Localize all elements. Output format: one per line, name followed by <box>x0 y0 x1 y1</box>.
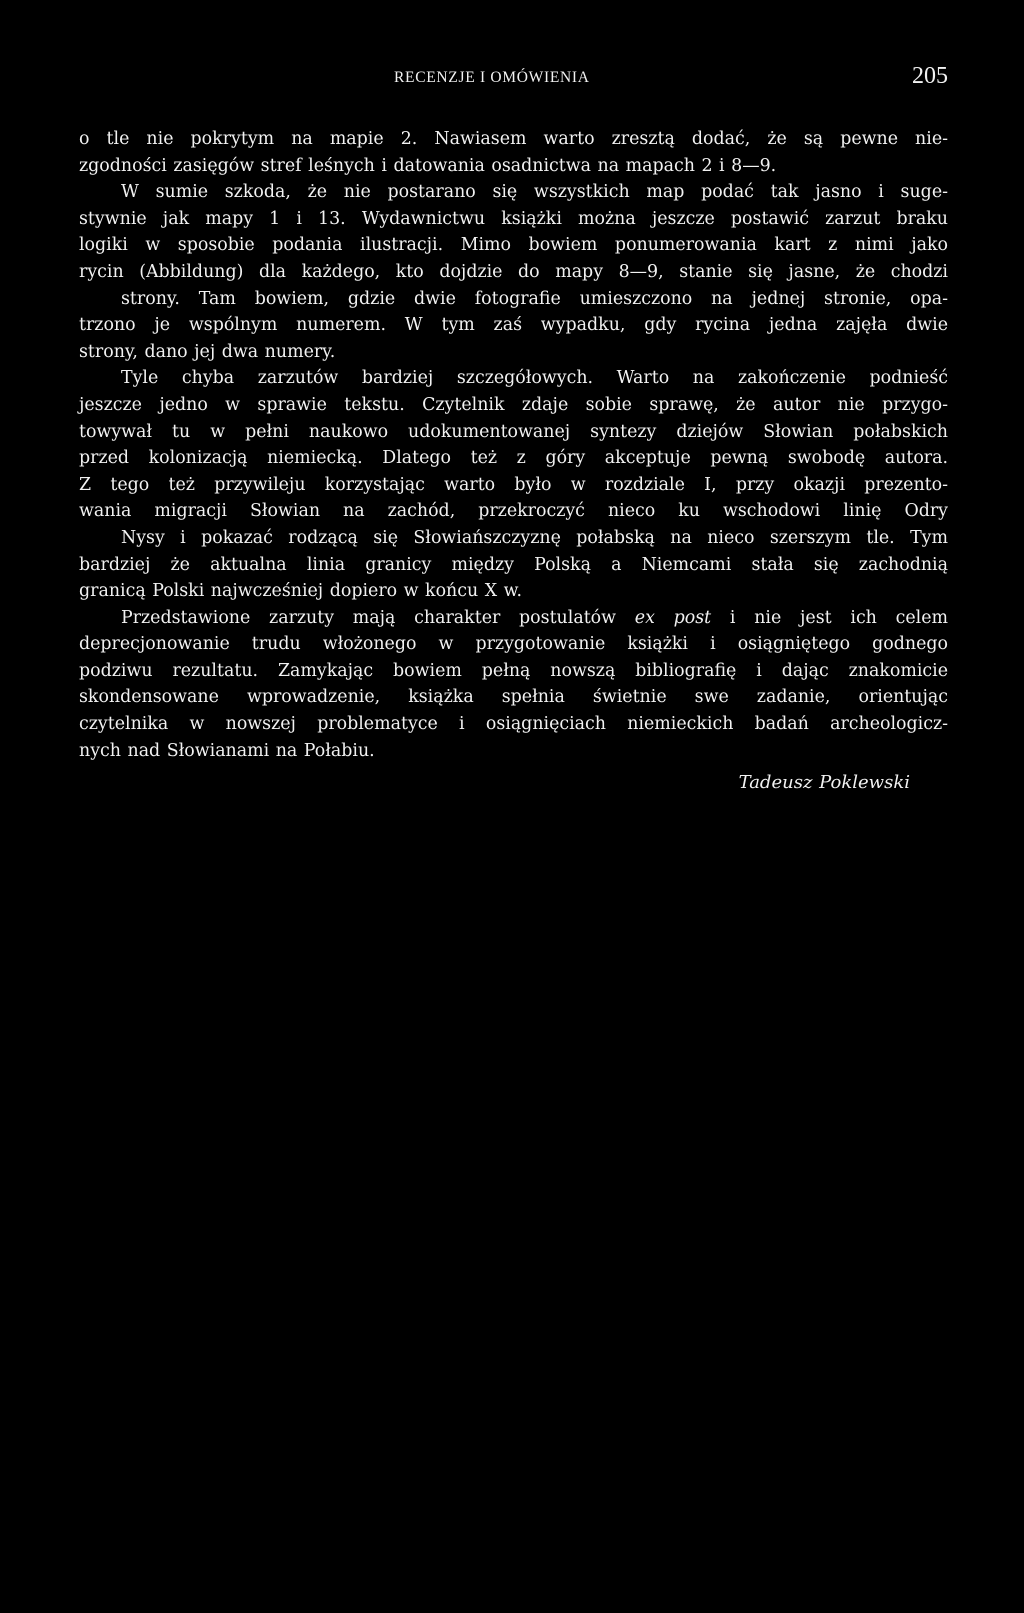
text-line: o tle nie pokrytym na mapie 2. Nawiasem warto zresztą dodać, że są pewne nie- <box>79 129 948 149</box>
text-line: trzono je wspólnym numerem. W tym zaś wypadku, gdy rycina jedna zajęła dwie <box>79 315 948 336</box>
text-line: Z tego też przywileju korzystając warto było w rozdziale I, przy okazji prezento- <box>79 474 948 495</box>
text-line: deprecjonowanie trudu włożonego w przygotowanie książki i osiągniętego godnego <box>79 634 948 655</box>
text-line: strony, dano jej dwa numery. <box>79 341 336 362</box>
text-line: stywnie jak mapy 1 i 13. Wydawnictwu książki można jeszcze postawić zarzut braku <box>79 208 948 229</box>
author-signature: Tadeusz Poklewski <box>738 772 910 794</box>
text-line: granicą Polski najwcześniej dopiero w końcu X w. <box>79 581 522 602</box>
text-line: W sumie szkoda, że nie postarano się wszystkich map podać tak jasno i suge- <box>121 182 948 203</box>
text-line: strony. Tam bowiem, gdzie dwie fotografie umieszczono na jednej stronie, opa- <box>121 288 948 309</box>
text-segment: i nie jest ich celem <box>729 607 949 628</box>
text-line: jeszcze jedno w sprawie tekstu. Czytelnik zdaje sobie sprawę, że autor nie przygo- <box>79 394 948 415</box>
page-number: 205 <box>912 63 948 89</box>
text-line: zgodności zasięgów stref leśnych i datowania osadnictwa na mapach 2 i 8—9. <box>79 155 777 176</box>
emphasis-text: ex post <box>634 607 712 628</box>
text-line: podziwu rezultatu. Zamykając bowiem pełną nowszą bibliografię i dając znakomicie <box>79 660 948 681</box>
text-line: logiki w sposobie podania ilustracji. Mimo bowiem ponumerowania kart z nimi jako <box>79 235 948 256</box>
text-line: czytelnika w nowszej problematyce i osiągnięciach niemieckich badań archeologicz- <box>79 714 948 735</box>
text-line: przed kolonizacją niemiecką. Dlatego też z góry akceptuje pewną swobodę autora. <box>79 448 948 469</box>
text-line: rycin (Abbildung) dla każdego, kto dojdzie do mapy 8—9, stanie się jasne, że chodzi <box>79 261 948 282</box>
text-line: towywał tu w pełni naukowo udokumentowanej syntezy dziejów Słowian połabskich <box>79 421 948 442</box>
text-line: nych nad Słowianami na Połabiu. <box>79 740 375 761</box>
text-line-with-emphasis <box>79 605 948 632</box>
text-line: bardziej że aktualna linia granicy między Polską a Niemcami stała się zachodnią <box>79 554 948 575</box>
text-line: wania migracji Słowian na zachód, przekroczyć nieco ku wschodowi linię Odry <box>79 501 948 522</box>
article-body <box>79 126 948 802</box>
text-line: skondensowane wprowadzenie, książka spełnia świetnie swe zadanie, orientując <box>79 687 948 708</box>
text-line: Tyle chyba zarzutów bardziej szczegółowych. Warto na zakończenie podnieść <box>121 368 948 389</box>
page-header <box>0 63 1024 97</box>
text-segment: Przedstawione zarzuty mają charakter postulatów <box>121 607 617 628</box>
running-head: RECENZJE I OMÓWIENIA <box>394 69 590 86</box>
text-line: Nysy i pokazać rodzącą się Słowiańszczyznę połabską na nieco szerszym tle. Tym <box>121 527 948 548</box>
